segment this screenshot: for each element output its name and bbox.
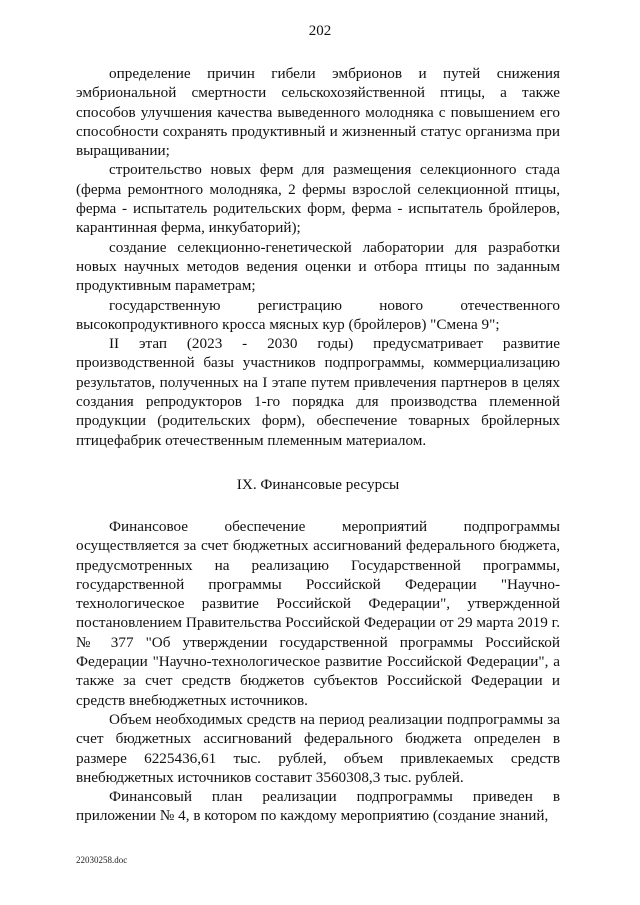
- paragraph-financial-plan: Финансовый план реализации подпрограммы приведен в приложении № 4, в котором по каждому мероприятию (создание знаний,: [76, 788, 560, 825]
- paragraph-farm-construction: строительство новых ферм для размещения селекционного стада (ферма ремонтного молодняка, 2 фермы взрослой селекционной птицы, ферма - испытатель родительских форм, ферма - испытатель бройлеров, карантинная ферма, инкубаторий);: [76, 161, 560, 237]
- paragraph-embryo-mortality: определение причин гибели эмбрионов и путей снижения эмбриональной смертности сельскохозяйственной птицы, а также способов улучшения качества выведенного молодняка с повышением его способности сохранять продуктивный и жизненный статус организма при выращивании;: [76, 65, 560, 160]
- document-body: [76, 64, 560, 826]
- paragraph-stage-two: II этап (2023 - 2030 годы) предусматривает развитие производственной базы участников подпрограммы, коммерциализацию результатов, полученных на I этапе путем привлечения партнеров в целях создания репродукторов 1-го порядка для производства племенной продукции (родительских форм), обеспечение товарных бройлерных птицефабрик отечественным племенным материалом.: [76, 335, 560, 449]
- paragraph-budget-volume: Объем необходимых средств на период реализации подпрограммы за счет бюджетных ассигнований федерального бюджета определен в размере 6225436,61 тыс. рублей, объем привлекаемых средств внебюджетных источников составит 3560308,3 тыс. рублей.: [76, 710, 560, 786]
- paragraph-financing: Финансовое обеспечение мероприятий подпрограммы осуществляется за счет бюджетных ассигнований федерального бюджета, предусмотренных на реализацию Государственной программы, государственной программы Российской Федерации "Научно-технологическое развитие Российской Федерации", утвержденной постановлением Правительства Российской Федерации от 29 марта 2019 г. № 377 "Об утверждении государственной программы Российской Федерации "Научно-технологическое развитие Российской Федерации", а также за счет средств бюджетов субъектов Российской Федерации и средств внебюджетных источников.: [76, 517, 560, 709]
- section-heading: IX. Финансовые ресурсы: [236, 475, 400, 493]
- footer-doc-code: 22030258.doc: [76, 855, 128, 865]
- paragraph-cross-registration: государственную регистрацию нового отечественного высокопродуктивного кросса мясных кур (бройлеров) "Смена 9";: [76, 296, 560, 333]
- page-number: 202: [308, 23, 332, 39]
- paragraph-genetics-lab: создание селекционно-генетической лаборатории для разработки новых научных методов ведения оценки и отбора птицы по заданным продуктивным параметрам;: [76, 238, 560, 295]
